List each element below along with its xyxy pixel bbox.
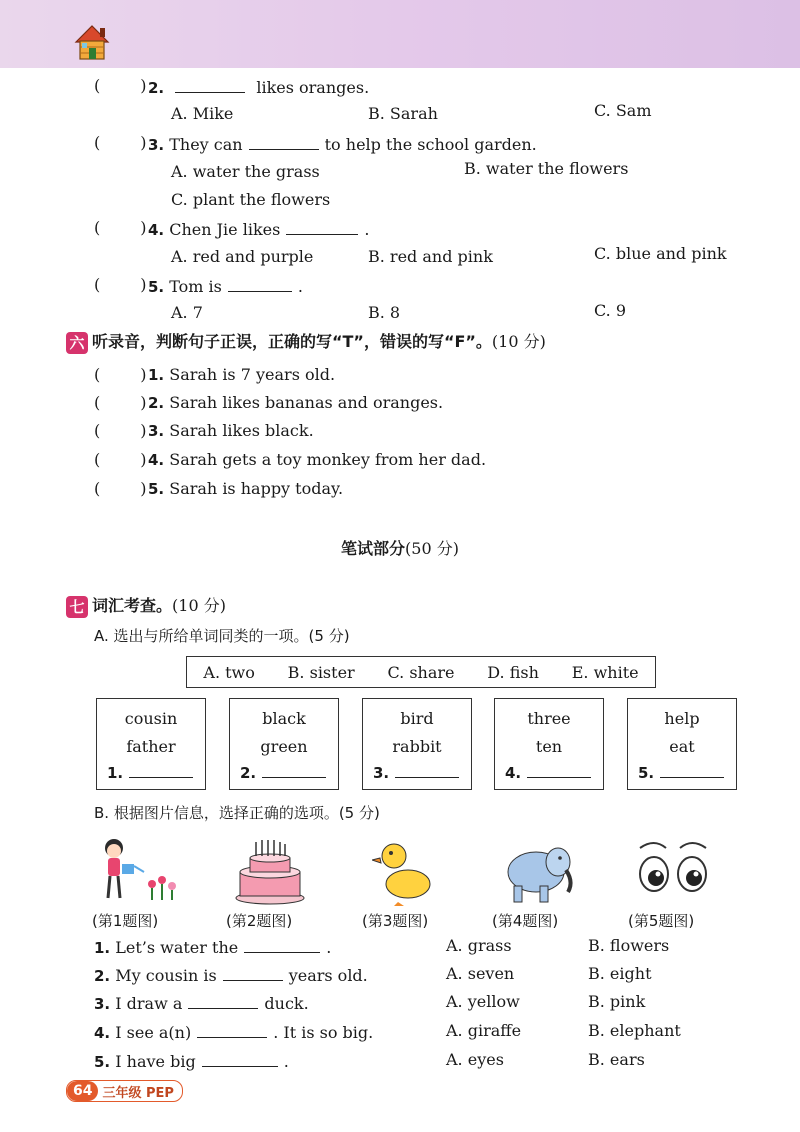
question-text: 5. Tom is . bbox=[148, 277, 303, 296]
answer-line[interactable]: 1. bbox=[107, 763, 193, 782]
picture-question: 2. My cousin is years old. bbox=[94, 966, 368, 985]
option-c: C. plant the flowers bbox=[171, 190, 331, 209]
birthday-cake-picture bbox=[234, 836, 306, 906]
option-c: C. blue and pink bbox=[594, 244, 727, 263]
question-text: 4. Chen Jie likes . bbox=[148, 220, 370, 239]
option-a: A. eyes bbox=[446, 1050, 504, 1069]
word-group-box: cousin father 1. bbox=[96, 698, 206, 790]
section-badge: 六 bbox=[66, 332, 88, 354]
option-b: B. Sarah bbox=[368, 104, 438, 123]
page-footer-tab bbox=[66, 1080, 183, 1102]
word-group-box: help eat 5. bbox=[627, 698, 737, 790]
option-a: A. water the grass bbox=[171, 162, 320, 181]
option-c: C. 9 bbox=[594, 301, 627, 320]
picture-caption: (第1题图) bbox=[92, 912, 159, 930]
section-badge: 七 bbox=[66, 596, 88, 618]
picture-question: 3. I draw a duck. bbox=[94, 994, 309, 1013]
word-bank-item: D. fish bbox=[487, 662, 539, 682]
answer-paren[interactable]: ( ) bbox=[94, 479, 147, 498]
option-b: B. pink bbox=[588, 992, 646, 1011]
option-a: A. giraffe bbox=[446, 1021, 522, 1040]
grade-label: 三年级 PEP bbox=[102, 1085, 174, 1101]
word-group-box: three ten 4. bbox=[494, 698, 604, 790]
section-7-heading: 七 词汇考查。(10 分) bbox=[66, 594, 226, 618]
word-bank bbox=[186, 656, 656, 688]
tf-item: 1. Sarah is 7 years old. bbox=[148, 365, 336, 384]
answer-paren[interactable]: ( ) bbox=[94, 218, 147, 237]
question-text: 3. They can to help the school garden. bbox=[148, 135, 537, 154]
big-eyes-picture bbox=[636, 836, 710, 906]
option-b: B. eight bbox=[588, 964, 652, 983]
option-b: B. elephant bbox=[588, 1021, 681, 1040]
picture-question: 5. I have big . bbox=[94, 1052, 289, 1071]
picture-caption: (第4题图) bbox=[492, 912, 559, 930]
word-group-box: black green 2. bbox=[229, 698, 339, 790]
picture-caption: (第2题图) bbox=[226, 912, 293, 930]
girl-watering-flowers-picture bbox=[98, 836, 180, 906]
subsection-b-heading: B. 根据图片信息，选择正确的选项。(5 分) bbox=[94, 804, 380, 822]
written-part-title: 笔试部分(50 分) bbox=[341, 539, 459, 558]
option-b: B. 8 bbox=[368, 303, 401, 322]
option-a: A. Mike bbox=[171, 104, 234, 123]
answer-paren[interactable]: ( ) bbox=[94, 421, 147, 440]
option-b: B. flowers bbox=[588, 936, 670, 955]
word-bank-item: E. white bbox=[571, 662, 639, 682]
picture-caption: (第3题图) bbox=[362, 912, 429, 930]
answer-paren[interactable]: ( ) bbox=[94, 275, 147, 294]
tf-item: 2. Sarah likes bananas and oranges. bbox=[148, 393, 444, 412]
picture-question: 4. I see a(n) . It is so big. bbox=[94, 1023, 374, 1042]
tf-item: 4. Sarah gets a toy monkey from her dad. bbox=[148, 450, 487, 469]
answer-paren[interactable]: ( ) bbox=[94, 133, 147, 152]
option-a: A. 7 bbox=[171, 303, 203, 322]
option-a: A. yellow bbox=[446, 992, 520, 1011]
answer-line[interactable]: 5. bbox=[638, 763, 724, 782]
answer-paren[interactable]: ( ) bbox=[94, 450, 147, 469]
page-number: 64 bbox=[67, 1081, 98, 1101]
yellow-duck-picture bbox=[372, 836, 436, 906]
answer-paren[interactable]: ( ) bbox=[94, 76, 147, 95]
option-b: B. red and pink bbox=[368, 247, 493, 266]
option-b: B. ears bbox=[588, 1050, 645, 1069]
word-group-box: bird rabbit 3. bbox=[362, 698, 472, 790]
option-a: A. seven bbox=[446, 964, 515, 983]
option-b: B. water the flowers bbox=[464, 159, 629, 178]
question-text: 2. likes oranges. bbox=[148, 78, 370, 97]
picture-question: 1. Let’s water the . bbox=[94, 938, 332, 957]
house-icon bbox=[72, 22, 112, 62]
option-c: C. Sam bbox=[594, 101, 652, 120]
subsection-a-heading: A. 选出与所给单词同类的一项。(5 分) bbox=[94, 627, 350, 645]
word-bank-item: C. share bbox=[387, 662, 455, 682]
tf-item: 3. Sarah likes black. bbox=[148, 421, 314, 440]
tf-item: 5. Sarah is happy today. bbox=[148, 479, 344, 498]
option-a: A. red and purple bbox=[171, 247, 314, 266]
answer-paren[interactable]: ( ) bbox=[94, 365, 147, 384]
answer-line[interactable]: 4. bbox=[505, 763, 591, 782]
answer-line[interactable]: 3. bbox=[373, 763, 459, 782]
word-bank-item: B. sister bbox=[287, 662, 355, 682]
answer-line[interactable]: 2. bbox=[240, 763, 326, 782]
answer-paren[interactable]: ( ) bbox=[94, 393, 147, 412]
section-6-heading: 六 听录音，判断句子正误，正确的写“T”，错误的写“F”。(10 分) bbox=[66, 330, 546, 354]
option-a: A. grass bbox=[446, 936, 512, 955]
elephant-picture bbox=[496, 836, 576, 906]
picture-caption: (第5题图) bbox=[628, 912, 695, 930]
word-bank-item: A. two bbox=[203, 662, 255, 682]
header-band bbox=[0, 0, 800, 68]
